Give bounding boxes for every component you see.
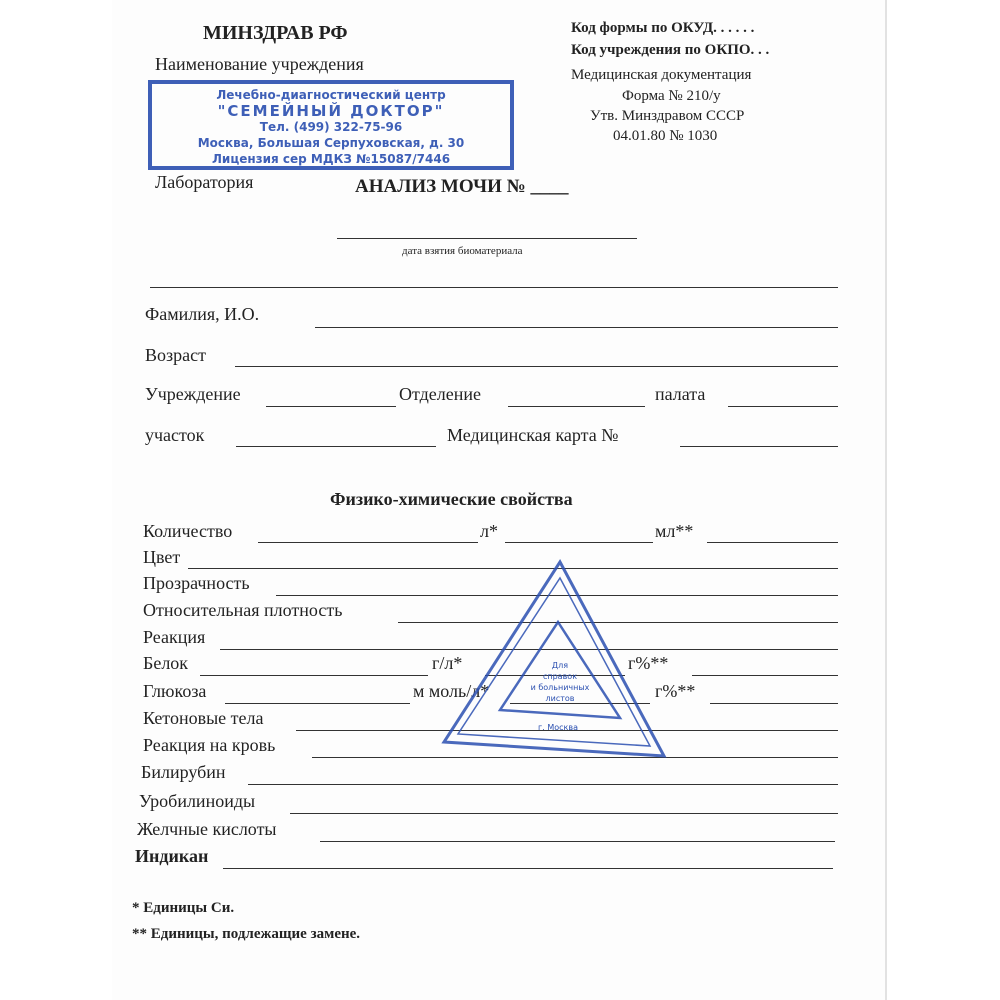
ministry: МИНЗДРАВ РФ [203,22,348,44]
indican-label: Индикан [135,846,209,866]
stamp-text: г. Москва [538,723,578,732]
glucose-label: Глюкоза [143,681,207,701]
institution-field-label: Учреждение [145,384,241,404]
stamp-text: листов [545,694,575,703]
lab-label: Лаборатория [155,172,254,192]
med-doc: Медицинская документация [571,67,752,83]
stamp-line: Лицензия сер МДКЗ №15087/7446 [211,152,451,166]
glucose-gpct-unit: г%** [655,681,696,701]
section-heading: Физико-химические свойства [330,489,573,509]
stamp-text: и больничных [530,683,590,692]
protein-label: Белок [143,653,189,673]
ml-unit: мл** [655,521,694,541]
amount-label: Количество [143,521,233,541]
age-label: Возраст [145,345,206,365]
approved: Утв. Минздравом СССР [590,108,745,124]
form-number: Форма № 210/у [622,88,721,104]
approved-date: 04.01.80 № 1030 [613,128,718,144]
district-label: участок [145,425,205,445]
ward-label: палата [655,384,706,404]
stamp-text: справок [542,672,578,681]
density-label: Относительная плотность [143,600,343,620]
liters-unit: л* [480,521,498,541]
department-label: Отделение [399,384,482,404]
protein-gl-unit: г/л* [432,653,463,673]
stamp-line: "СЕМЕЙНЫЙ ДОКТОР" [217,102,445,120]
date-caption: дата взятия биоматериала [402,245,523,257]
blood-label: Реакция на кровь [143,735,276,755]
reaction-label: Реакция [143,627,206,647]
stamp-text: Для [551,661,569,670]
triangle-stamp [440,558,670,763]
institution-stamp [148,80,514,170]
footnote-replace: ** Единицы, подлежащие замене. [132,926,361,942]
page-title: АНАЛИЗ МОЧИ № ____ [355,176,569,197]
glucose-mmol-unit: м моль/л* [413,681,490,701]
bile-label: Желчные кислоты [137,819,277,839]
stamp-line: Тел. (499) 322-75-96 [259,120,403,134]
okpo: Код учреждения по ОКПО. . . [571,42,770,58]
stamp-line: Лечебно-диагностический центр [216,88,446,102]
urobilin-label: Уробилиноиды [139,791,256,811]
stamp-line: Москва, Большая Серпуховская, д. 30 [197,136,465,150]
color-label: Цвет [143,547,181,567]
footnote-si: * Единицы Си. [132,900,235,916]
okud: Код формы по ОКУД. . . . . . [571,20,755,36]
protein-gpct-unit: г%** [628,653,669,673]
ketones-label: Кетоновые тела [143,708,264,728]
institution-label: Наименование учреждения [155,54,364,74]
bilirubin-label: Билирубин [141,762,226,782]
card-label: Медицинская карта № [447,425,619,445]
clarity-label: Прозрачность [143,573,250,593]
name-label: Фамилия, И.О. [145,304,260,324]
